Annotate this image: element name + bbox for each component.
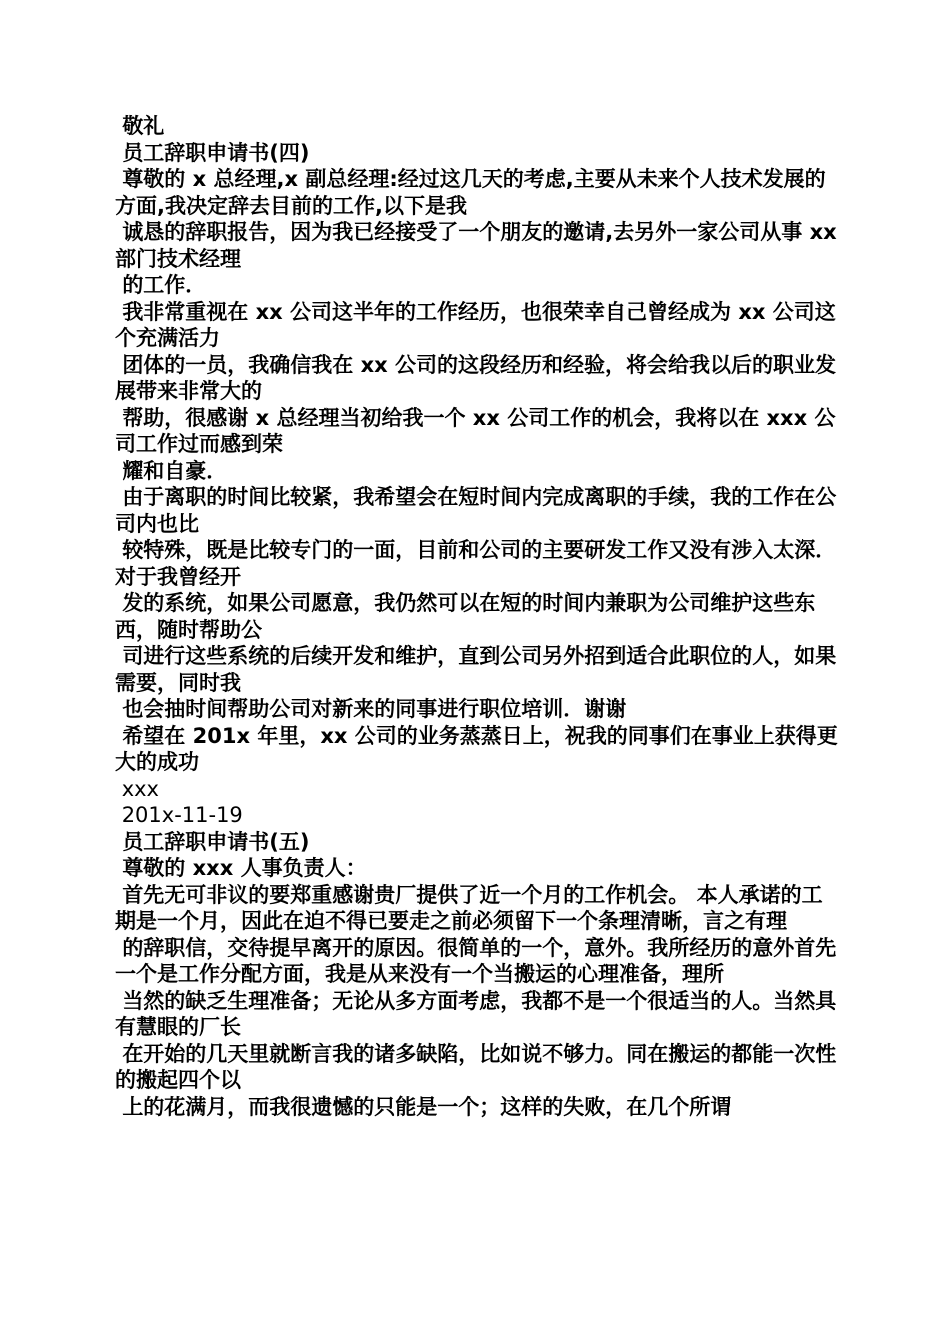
document-page xyxy=(115,113,845,1120)
body-paragraph: 也会抽时间帮助公司对新来的同事进行职位培训．谢谢 xyxy=(115,697,627,721)
section-title-5: 员工辞职申请书(五) xyxy=(115,829,310,854)
body-paragraph: 当然的缺乏生理准备；无论从多方面考虑，我都不是一个很适当的人。当然具有慧眼的厂长 xyxy=(115,988,837,1039)
body-paragraph: 较特殊，既是比较专门的一面，目前和公司的主要研发工作又没有涉入太深．对于我曾经开 xyxy=(115,538,837,589)
letter-greeting: 尊敬的 xxx 人事负责人： xyxy=(115,856,367,880)
body-paragraph: 耀和自豪． xyxy=(115,458,228,483)
body-paragraph: 首先无可非议的要郑重感谢贵厂提供了近一个月的工作机会。 本人承诺的工期是一个月，因此在迫不得已要走之前必须留下一个条理清晰，言之有理 xyxy=(115,882,823,933)
letter-date: 201x-11-19 xyxy=(115,803,243,827)
body-paragraph: 诚恳的辞职报告，因为我已经接受了一个朋友的邀请,去另外一家公司从事 xx 部门技术经理 xyxy=(115,220,845,271)
body-paragraph: 上的花满月，而我很遗憾的只能是一个；这样的失败，在几个所谓 xyxy=(115,1094,732,1119)
body-paragraph: 的辞职信，交待提早离开的原因。很简单的一个，意外。我所经历的意外首先一个是工作分配方面，我是从来没有一个当搬运的心理准备，理所 xyxy=(115,935,837,986)
body-paragraph: 希望在 201x 年里，xx 公司的业务蒸蒸日上，祝我的同事们在事业上获得更大的成功 xyxy=(115,723,838,774)
closing-salutation: 敬礼 xyxy=(115,114,165,138)
signature: xxx xyxy=(115,776,159,801)
section-title-4: 员工辞职申请书(四) xyxy=(115,140,310,165)
body-paragraph: 的工作． xyxy=(115,273,207,297)
body-paragraph: 团体的一员，我确信我在 xx 公司的这段经历和经验，将会给我以后的职业发展带来非常大的 xyxy=(115,352,837,403)
letter-greeting: 尊敬的 x 总经理,x 副总经理:经过这几天的考虑,主要从未来个人技术发展的方面,我决定辞去目前的工作,以下是我 xyxy=(115,167,826,218)
body-paragraph: 帮助，很感谢 x 总经理当初给我一个 xx 公司工作的机会，我将以在 xxx 公司工作过而感到荣 xyxy=(115,405,836,456)
body-paragraph: 司进行这些系统的后续开发和维护，直到公司另外招到适合此职位的人，如果需要，同时我 xyxy=(115,644,837,695)
body-paragraph: 在开始的几天里就断言我的诸多缺陷，比如说不够力。同在搬运的都能一次性的搬起四个以 xyxy=(115,1041,837,1092)
body-paragraph: 发的系统，如果公司愿意，我仍然可以在短的时间内兼职为公司维护这些东西，随时帮助公 xyxy=(115,591,816,642)
body-paragraph: 由于离职的时间比较紧，我希望会在短时间内完成离职的手续，我的工作在公司内也比 xyxy=(115,485,837,536)
body-paragraph: 我非常重视在 xx 公司这半年的工作经历，也很荣幸自己曾经成为 xx 公司这个充满活力 xyxy=(115,299,836,350)
